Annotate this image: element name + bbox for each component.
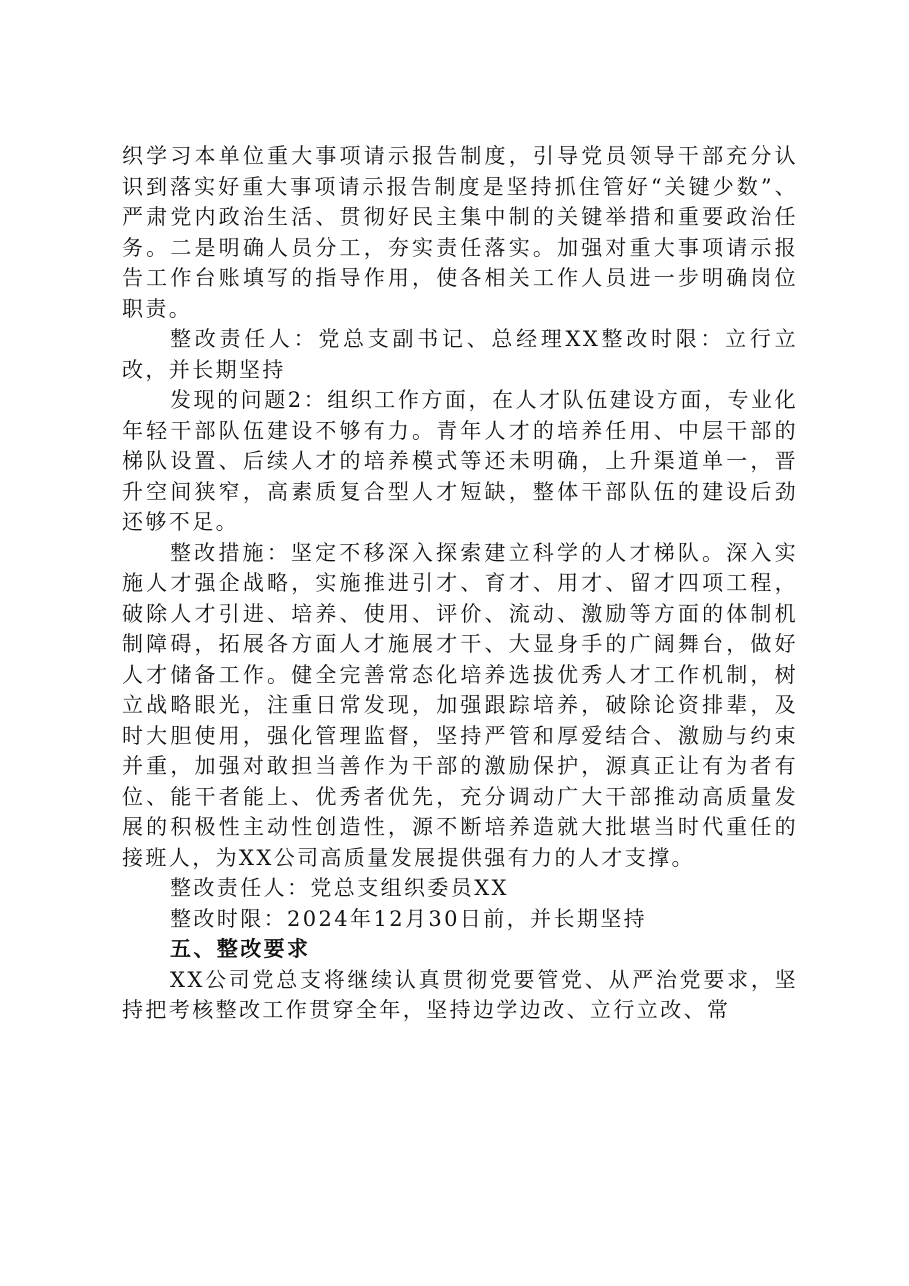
paragraph-deadline-2: 整改时限：2024年12月30日前，并长期坚持 [170,906,648,931]
paragraph-reporting-system: 织学习本单位重大事项请示报告制度，引导党员领导干部充分认识到落实好重大事项请示报告制度是坚持抓住管好“关键少数”、严肃党内政治生活、贯彻好民主集中制的关键举措和重要政治任务。二是明确人员分工，夯实责任落实。加强对重大事项请示报告工作台账填写的指导作用，使各相关工作人员进一步明确岗位职责。 [122,144,798,321]
section-heading-requirements: 五、整改要求 [170,937,311,961]
document-page [122,141,798,1026]
paragraph-responsible-person-1: 整改责任人：党总支副书记、总经理XX整改时限：立行立改，并长期坚持 [122,327,798,382]
paragraph-responsible-person-2: 整改责任人：党总支组织委员XX [170,876,509,900]
paragraph-closing: XX公司党总支将继续认真贯彻党要管党、从严治党要求，坚持把考核整改工作贯穿全年，坚持边学边改、立行立改、常 [122,967,798,1022]
paragraph-issue-2: 发现的问题2：组织工作方面，在人才队伍建设方面，专业化年轻干部队伍建设不够有力。青年人才的培养任用、中层干部的梯队设置、后续人才的培养模式等还未明确，上升渠道单一，晋升空间狭窄，高素质复合型人才短缺，整体干部队伍的建设后劲还够不足。 [122,388,798,534]
paragraph-rectification-measures: 整改措施：坚定不移深入探索建立科学的人才梯队。深入实施人才强企战略，实施推进引才、育才、用才、留才四项工程，破除人才引进、培养、使用、评价、流动、激励等方面的体制机制障碍，拓展各方面人才施展才干、大显身手的广阔舞台，做好人才储备工作。健全完善常态化培养选拔优秀人才工作机制，树立战略眼光，注重日常发现，加强跟踪培养，破除论资排辈，及时大胆使用，强化管理监督，坚持严管和厚爱结合、激励与约束并重，加强对敢担当善作为干部的激励保护，源真正让有为者有位、能干者能上、优秀者优先，充分调动广大干部推动高质量发展的积极性主动性创造性，源不断培养造就大批堪当时代重任的接班人，为XX公司高质量发展提供强有力的人才支撑。 [122,540,798,870]
